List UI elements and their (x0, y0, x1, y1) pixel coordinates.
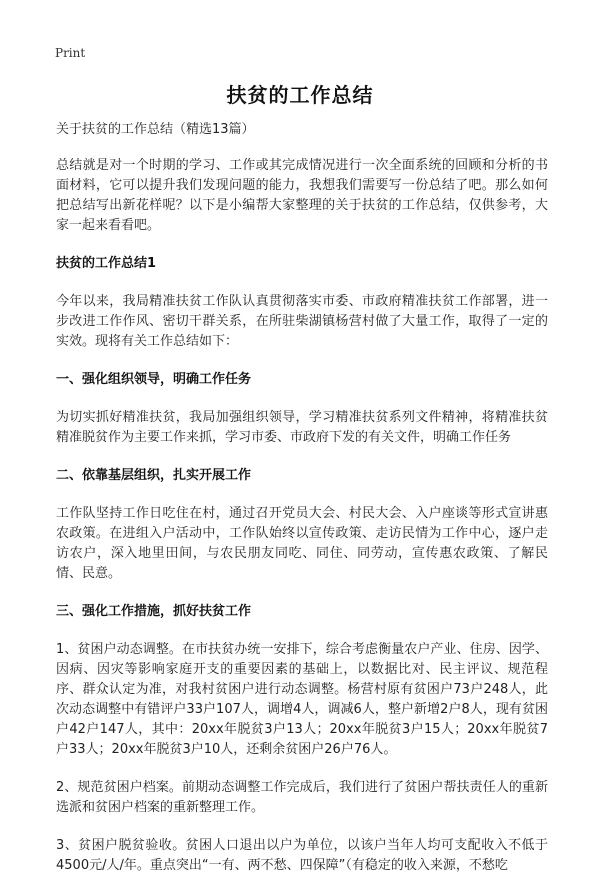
paragraph-organization: 为切实抓好精准扶贫，我局加强组织领导，学习精准扶贫系列文件精神，将精准扶贫精准脱贫作为主要工作来抓，学习市委、市政府下发的有关文件，明确工作任务 (56, 410, 548, 445)
paragraph-archive: 2、规范贫困户档案。前期动态调整工作完成后，我们进行了贫困户帮扶责任人的重新选派和贫困户档案的重新整理工作。 (56, 780, 548, 815)
intro-paragraph: 总结就是对一个时期的学习、工作或其完成情况进行一次全面系统的回顾和分析的书面材料，它可以提升我们发现问题的能力，我想我们需要写一份总结了吧。那么如何把总结写出新花样呢？以下是小编帮大家整理的关于扶贫的工作总结，仅供参考，大家一起来看看吧。 (56, 158, 548, 233)
section-title: 扶贫的工作总结1 (56, 256, 157, 271)
heading-grassroots: 二、依靠基层组织，扎实开展工作 (56, 468, 252, 483)
paragraph-grassroots: 工作队坚持工作日吃住在村，通过召开党员大会、村民大会、入户座谈等形式宣讲惠农政策。在进组入户活动中，工作队始终以宣传政策、走访民情为工作中心，逐户走访农户，深入地里田间，与农民朋友同吃、同住、同劳动，宣传惠农政策、了解民情、民意。 (56, 506, 548, 581)
document-title: 扶贫的工作总结 (226, 83, 374, 107)
heading-organization: 一、强化组织领导，明确工作任务 (56, 372, 252, 387)
print-link[interactable]: Print (55, 46, 86, 60)
heading-measures: 三、强化工作措施，抓好扶贫工作 (56, 604, 252, 619)
document-subtitle: 关于扶贫的工作总结（精选13篇） (56, 122, 255, 137)
section-intro-paragraph: 今年以来，我局精准扶贫工作队认真贯彻落实市委、市政府精准扶贫工作部署，进一步改进工作作风、密切干群关系，在所驻柴湖镇杨营村做了大量工作，取得了一定的实效。现将有关工作总结如下： (56, 294, 548, 349)
paragraph-acceptance: 3、贫困户脱贫验收。贫困人口退出以户为单位，以该户当年人均可支配收入不低于4500元/人/年。重点突出“一有、两不愁、四保障”（有稳定的收入来源，不愁吃 (56, 838, 548, 873)
document-body (56, 120, 548, 894)
paragraph-dynamic-adjustment: 1、贫困户动态调整。在市扶贫办统一安排下，综合考虑衡量农户产业、住房、因学、因病、因灾等影响家庭开支的重要因素的基础上，以数据比对、民主评议、规范程序、群众认定为准，对我村贫困户进行动态调整。杨营村原有贫困户73户248人，此次动态调整中有错评户33户107人，调增4人，调减6人，整户新增2户8人，现有贫困户42户147人，其中：20xx年脱贫3户13人；20xx年脱贫3户15人；20xx年脱贫7户33人；20xx年脱贫3户10人，还剩余贫困户26户76人。 (56, 642, 548, 757)
